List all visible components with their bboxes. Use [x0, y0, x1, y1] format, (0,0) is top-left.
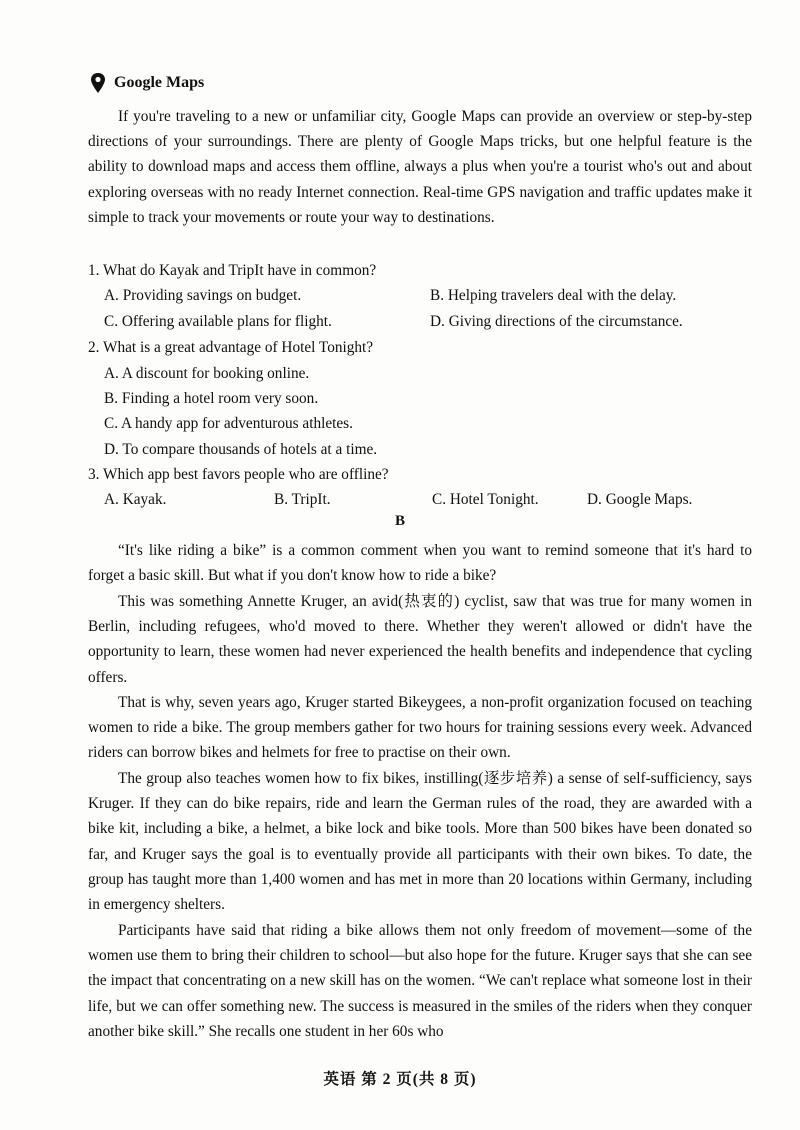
page-footer: 英语 第 2 页(共 8 页): [323, 1071, 477, 1088]
passage-b-paragraph-2: This was something Annette Kruger, an avid(热衷的) cyclist, saw that was true for many women in Berlin, including refugees, who'd moved to there. Whether they weren't allowed or didn't have the opportunity to learn, these women had never experienced the health benefits and independence that cycling offers.: [88, 593, 752, 686]
question-3-option-b: B. TripIt.: [274, 491, 331, 508]
question-1-option-a: A. Providing savings on budget.: [104, 287, 302, 304]
passage-b-paragraph-3: That is why, seven years ago, Kruger started Bikeygees, a non-profit organization focused on teaching women to ride a bike. The group members gather for two hours for training sessions every week. Advanced riders can borrow bikes and helmets for free to practise on their own.: [88, 694, 752, 762]
section-title: Google Maps: [114, 74, 205, 91]
google-maps-paragraph: If you're traveling to a new or unfamiliar city, Google Maps can provide an overview or step-by-step directions of your surroundings. There are plenty of Google Maps tricks, but one helpful feature is the ability to download maps and access them offline, always a plus when you're a tourist who's out and about exploring overseas with no ready Internet connection. Real-time GPS navigation and traffic updates make it simple to track your movements or route your way to destinations.: [88, 108, 752, 226]
passage-b-paragraph-4: The group also teaches women how to fix bikes, instilling(逐步培养) a sense of self-sufficiency, says Kruger. If they can do bike repairs, ride and learn the German rules of the road, they are awarded with a bike kit, including a bike, a helmet, a bike lock and bike tools. More than 500 bikes have been donated so far, and Kruger says the goal is to eventually provide all participants with their own bikes. To date, the group has taught more than 1,400 women and has met in more than 20 locations within Germany, including in emergency shelters.: [88, 770, 752, 914]
map-pin-icon: [90, 72, 106, 94]
section-b-label: B: [394, 513, 405, 529]
question-2-option-c: C. A handy app for adventurous athletes.: [104, 415, 353, 432]
question-1-option-b: B. Helping travelers deal with the delay.: [430, 287, 677, 304]
question-3-option-c: C. Hotel Tonight.: [432, 491, 539, 508]
question-2-option-a: A. A discount for booking online.: [104, 365, 310, 382]
question-1-option-d: D. Giving directions of the circumstance.: [430, 313, 683, 330]
question-3-option-d: D. Google Maps.: [587, 491, 693, 508]
passage-b-paragraph-5: Participants have said that riding a bike allows them not only freedom of movement—some of the women use them to bring their children to school—but also hope for the future. Kruger says that she can see the impact that concentrating on a new skill has on the women. “We can't replace what someone lost in their life, but we can offer something new. The success is measured in the smiles of the riders when they conquer another bike skill.” She recalls one student in her 60s who: [88, 922, 752, 1040]
question-1-stem: 1. What do Kayak and TripIt have in common?: [88, 262, 377, 279]
question-2-option-b: B. Finding a hotel room very soon.: [104, 390, 319, 407]
question-2-stem: 2. What is a great advantage of Hotel Tonight?: [88, 339, 374, 356]
section-heading: [90, 72, 204, 94]
question-1-option-c: C. Offering available plans for flight.: [104, 313, 332, 330]
question-2-option-d: D. To compare thousands of hotels at a time.: [104, 441, 378, 458]
passage-b-paragraph-1: “It's like riding a bike” is a common comment when you want to remind someone that it's hard to forget a basic skill. But what if you don't know how to ride a bike?: [88, 542, 752, 585]
question-3-option-a: A. Kayak.: [104, 491, 167, 508]
question-3-stem: 3. Which app best favors people who are offline?: [88, 466, 389, 483]
